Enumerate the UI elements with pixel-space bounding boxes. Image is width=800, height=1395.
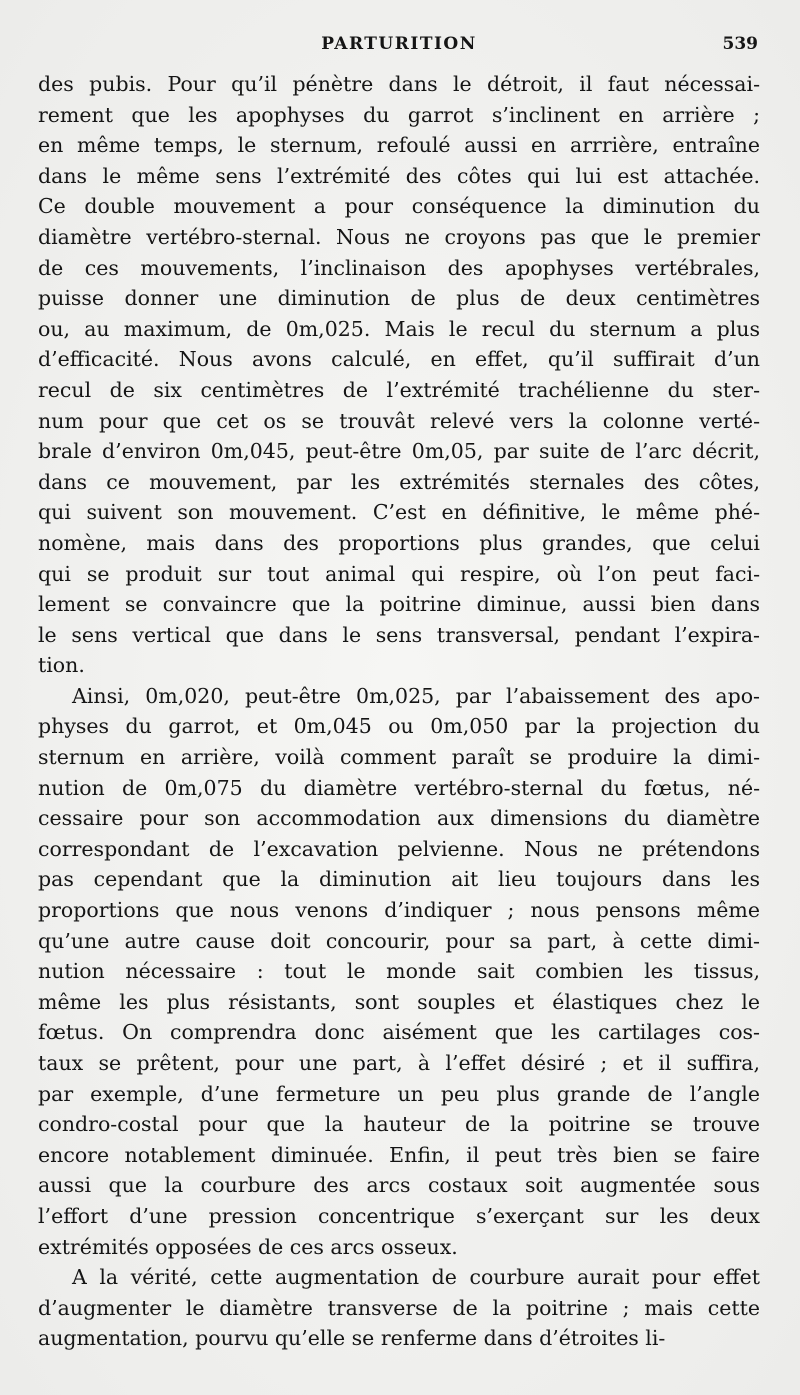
text-line: rement que les apophyses du garrot s’inclinent en arrière ; — [38, 102, 760, 127]
text-line: ou, au maximum, de 0m,025. Mais le recul du sternum a plus — [38, 316, 760, 341]
text-line: condro-costal pour que la hauteur de la poitrine se trouve — [38, 1112, 760, 1137]
text-line: diamètre vertébro-sternal. Nous ne croyons pas que le premier — [38, 224, 760, 249]
text-line: augmentation, pourvu qu’elle se renferme dans d’étroites li- — [38, 1326, 666, 1351]
text-line: dans ce mouvement, par les extrémités sternales des côtes, — [38, 469, 760, 494]
text-line: A la vérité, cette augmentation de courbure aurait pour effet — [72, 1265, 760, 1290]
text-line: proportions que nous venons d’indiquer ; nous pensons même — [38, 898, 760, 923]
paragraph — [38, 1262, 760, 1354]
text-line: nution nécessaire : tout le monde sait combien les tissus, — [38, 959, 760, 984]
text-line: même les plus résistants, sont souples et élastiques chez le — [38, 989, 760, 1014]
text-line: qu’une autre cause doit concourir, pour sa part, à cette dimi- — [38, 928, 760, 953]
text-line: d’efficacité. Nous avons calculé, en effet, qu’il suffirait d’un — [38, 347, 760, 372]
page-number: 539 — [722, 34, 758, 54]
text-line: sternum en arrière, voilà comment paraît se produire la dimi- — [38, 745, 760, 770]
text-line: des pubis. Pour qu’il pénètre dans le détroit, il faut nécessai- — [38, 72, 760, 96]
text-line: Ainsi, 0m,020, peut-être 0m,025, par l’abaissement des apo- — [72, 683, 760, 708]
text-line: correspondant de l’excavation pelvienne. Nous ne prétendons — [38, 836, 760, 861]
text-line: l’effort d’une pression concentrique s’exerçant sur les deux — [38, 1203, 760, 1228]
text-line: tion. — [38, 653, 85, 678]
text-line: en même temps, le sternum, refoulé aussi en arrrière, entraîne — [38, 133, 760, 158]
paragraph — [38, 69, 760, 681]
text-line: fœtus. On comprendra donc aisément que les cartilages cos- — [38, 1020, 760, 1045]
running-title: PARTURITION — [321, 34, 477, 54]
text-line: recul de six centimètres de l’extrémité trachélienne du ster- — [38, 377, 760, 402]
body-text — [38, 69, 760, 1354]
text-line: extrémités opposées de ces arcs osseux. — [38, 1234, 458, 1259]
text-line: lement se convaincre que la poitrine diminue, aussi bien dans — [38, 592, 760, 617]
text-line: Ce double mouvement a pour conséquence la diminution du — [38, 194, 760, 219]
text-line: nomène, mais dans des proportions plus grandes, que celui — [38, 530, 760, 555]
text-line: pas cependant que la diminution ait lieu toujours dans les — [38, 867, 760, 892]
text-line: dans le même sens l’extrémité des côtes qui lui est attachée. — [38, 163, 760, 188]
text-line: nution de 0m,075 du diamètre vertébro-sternal du fœtus, né- — [38, 775, 760, 800]
text-line: cessaire pour son accommodation aux dimensions du diamètre — [38, 806, 760, 831]
text-line: de ces mouvements, l’inclinaison des apophyses vertébrales, — [38, 255, 760, 280]
text-line: taux se prêtent, pour une part, à l’effet désiré ; et il suffira, — [38, 1051, 760, 1075]
text-line: qui se produit sur tout animal qui respire, où l’on peut faci- — [38, 561, 760, 586]
text-line: brale d’environ 0m,045, peut-être 0m,05, par suite de l’arc décrit, — [38, 439, 760, 464]
text-line: par exemple, d’une fermeture un peu plus grande de l’angle — [38, 1081, 760, 1106]
paragraph — [38, 681, 760, 1262]
running-head — [40, 34, 758, 58]
text-line: num pour que cet os se trouvât relevé vers la colonne verté- — [38, 408, 760, 433]
text-line: physes du garrot, et 0m,045 ou 0m,050 par la projection du — [38, 714, 760, 739]
text-line: d’augmenter le diamètre transverse de la poitrine ; mais cette — [38, 1295, 760, 1320]
text-line: aussi que la courbure des arcs costaux soit augmentée sous — [38, 1173, 760, 1198]
text-line: encore notablement diminuée. Enfin, il peut très bien se faire — [38, 1142, 760, 1167]
text-line: puisse donner une diminution de plus de deux centimètres — [38, 286, 760, 311]
text-line: qui suivent son mouvement. C’est en définitive, le même phé- — [38, 500, 760, 525]
text-line: le sens vertical que dans le sens transversal, pendant l’expira- — [38, 622, 760, 647]
